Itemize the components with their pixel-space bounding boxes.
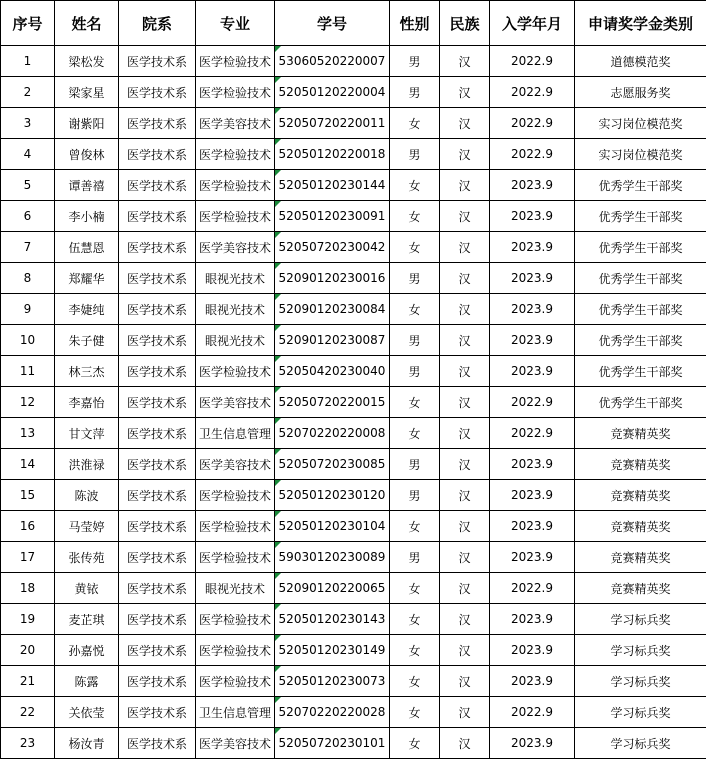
table-row: [1, 635, 706, 666]
seq-cell[interactable]: 6: [1, 201, 55, 232]
enroll-date-cell[interactable]: 2023.9: [490, 604, 575, 635]
name-cell[interactable]: 朱子健: [55, 325, 119, 356]
department-cell[interactable]: 医学技术系: [119, 604, 196, 635]
text-format-indicator-icon: [275, 418, 281, 424]
enroll-date-cell[interactable]: 2022.9: [490, 573, 575, 604]
text-format-indicator-icon: [275, 604, 281, 610]
enroll-date-cell[interactable]: 2023.9: [490, 511, 575, 542]
student-id-text: 52050120220004: [278, 85, 386, 99]
seq-cell[interactable]: 18: [1, 573, 55, 604]
scholarship-type-cell[interactable]: 实习岗位模范奖: [575, 139, 706, 170]
text-format-indicator-icon: [275, 666, 281, 672]
text-format-indicator-icon: [275, 294, 281, 300]
gender-cell[interactable]: 女: [390, 666, 440, 697]
gender-cell[interactable]: 男: [390, 263, 440, 294]
scholarship-type-cell[interactable]: 竞赛精英奖: [575, 542, 706, 573]
gender-cell[interactable]: 男: [390, 449, 440, 480]
student-id-cell[interactable]: [275, 263, 390, 294]
scholarship-type-cell[interactable]: 道德模范奖: [575, 46, 706, 77]
seq-cell[interactable]: 8: [1, 263, 55, 294]
student-id-text: 52050720230101: [278, 736, 386, 750]
header-ethnicity[interactable]: 民族: [440, 1, 490, 46]
header-major[interactable]: 专业: [196, 1, 275, 46]
name-cell[interactable]: 张传苑: [55, 542, 119, 573]
seq-cell[interactable]: 3: [1, 108, 55, 139]
ethnicity-cell[interactable]: 汉: [440, 573, 490, 604]
text-format-indicator-icon: [275, 511, 281, 517]
seq-cell[interactable]: 16: [1, 511, 55, 542]
enroll-date-cell[interactable]: 2023.9: [490, 635, 575, 666]
text-format-indicator-icon: [275, 201, 281, 207]
ethnicity-cell[interactable]: 汉: [440, 542, 490, 573]
name-cell[interactable]: 关依莹: [55, 697, 119, 728]
major-cell[interactable]: 眼视光技术: [196, 294, 275, 325]
header-name[interactable]: 姓名: [55, 1, 119, 46]
ethnicity-cell[interactable]: 汉: [440, 697, 490, 728]
text-format-indicator-icon: [275, 728, 281, 734]
student-id-text: 52050720220011: [278, 116, 386, 130]
student-id-cell[interactable]: [275, 325, 390, 356]
seq-cell[interactable]: 9: [1, 294, 55, 325]
department-cell[interactable]: 医学技术系: [119, 170, 196, 201]
name-cell[interactable]: 梁松发: [55, 46, 119, 77]
header-student-id[interactable]: 学号: [275, 1, 390, 46]
enroll-date-cell[interactable]: 2022.9: [490, 46, 575, 77]
seq-cell[interactable]: 7: [1, 232, 55, 263]
gender-cell[interactable]: 女: [390, 728, 440, 759]
name-cell[interactable]: 甘文萍: [55, 418, 119, 449]
table-row: [1, 294, 706, 325]
gender-cell[interactable]: 女: [390, 232, 440, 263]
table-row: [1, 170, 706, 201]
table-row: [1, 666, 706, 697]
student-id-cell[interactable]: [275, 480, 390, 511]
scholarship-type-cell[interactable]: 学习标兵奖: [575, 697, 706, 728]
enroll-date-cell[interactable]: 2022.9: [490, 139, 575, 170]
name-cell[interactable]: 李小楠: [55, 201, 119, 232]
major-cell[interactable]: 医学检验技术: [196, 604, 275, 635]
department-cell[interactable]: 医学技术系: [119, 263, 196, 294]
table-row: [1, 480, 706, 511]
scholarship-type-cell[interactable]: 竞赛精英奖: [575, 418, 706, 449]
seq-cell[interactable]: 10: [1, 325, 55, 356]
name-cell[interactable]: 林三杰: [55, 356, 119, 387]
student-id-text: 52070220220008: [278, 426, 386, 440]
major-cell[interactable]: 医学检验技术: [196, 666, 275, 697]
gender-cell[interactable]: 女: [390, 170, 440, 201]
major-cell[interactable]: 医学检验技术: [196, 635, 275, 666]
header-department[interactable]: 院系: [119, 1, 196, 46]
gender-cell[interactable]: 女: [390, 108, 440, 139]
student-id-text: 52090120230084: [278, 302, 386, 316]
ethnicity-cell[interactable]: 汉: [440, 449, 490, 480]
seq-cell[interactable]: 22: [1, 697, 55, 728]
text-format-indicator-icon: [275, 356, 281, 362]
seq-cell[interactable]: 12: [1, 387, 55, 418]
scholarship-type-cell[interactable]: 优秀学生干部奖: [575, 263, 706, 294]
header-gender[interactable]: 性别: [390, 1, 440, 46]
table-row: [1, 46, 706, 77]
enroll-date-cell[interactable]: 2023.9: [490, 449, 575, 480]
gender-cell[interactable]: 男: [390, 77, 440, 108]
enroll-date-cell[interactable]: 2022.9: [490, 77, 575, 108]
seq-cell[interactable]: 19: [1, 604, 55, 635]
student-id-cell[interactable]: [275, 542, 390, 573]
department-cell[interactable]: 医学技术系: [119, 511, 196, 542]
seq-cell[interactable]: 20: [1, 635, 55, 666]
department-cell[interactable]: 医学技术系: [119, 356, 196, 387]
department-cell[interactable]: 医学技术系: [119, 108, 196, 139]
table-row: [1, 77, 706, 108]
major-cell[interactable]: 医学美容技术: [196, 232, 275, 263]
table-row: [1, 232, 706, 263]
gender-cell[interactable]: 男: [390, 325, 440, 356]
seq-cell[interactable]: 1: [1, 46, 55, 77]
student-id-text: 52070220220028: [278, 705, 386, 719]
table-row: [1, 697, 706, 728]
text-format-indicator-icon: [275, 449, 281, 455]
scholarship-type-cell[interactable]: 优秀学生干部奖: [575, 170, 706, 201]
ethnicity-cell[interactable]: 汉: [440, 263, 490, 294]
seq-cell[interactable]: 2: [1, 77, 55, 108]
seq-cell[interactable]: 11: [1, 356, 55, 387]
gender-cell[interactable]: 女: [390, 697, 440, 728]
enroll-date-cell[interactable]: 2023.9: [490, 232, 575, 263]
ethnicity-cell[interactable]: 汉: [440, 108, 490, 139]
scholarship-type-cell[interactable]: 学习标兵奖: [575, 635, 706, 666]
major-cell[interactable]: 卫生信息管理: [196, 697, 275, 728]
gender-cell[interactable]: 男: [390, 542, 440, 573]
table-row: [1, 139, 706, 170]
student-id-text: 52050120230104: [278, 519, 386, 533]
student-id-text: 52050720230085: [278, 457, 386, 471]
scholarship-type-cell[interactable]: 竞赛精英奖: [575, 480, 706, 511]
major-cell[interactable]: 卫生信息管理: [196, 418, 275, 449]
seq-cell[interactable]: 5: [1, 170, 55, 201]
table-row: [1, 418, 706, 449]
student-id-cell[interactable]: [275, 232, 390, 263]
major-cell[interactable]: 眼视光技术: [196, 325, 275, 356]
student-id-text: 52050120230149: [278, 643, 386, 657]
gender-cell[interactable]: 女: [390, 573, 440, 604]
student-id-cell[interactable]: [275, 77, 390, 108]
gender-cell[interactable]: 女: [390, 604, 440, 635]
name-cell[interactable]: 曾俊林: [55, 139, 119, 170]
major-cell[interactable]: 医学检验技术: [196, 139, 275, 170]
major-cell[interactable]: 医学检验技术: [196, 170, 275, 201]
major-cell[interactable]: 医学美容技术: [196, 728, 275, 759]
seq-cell[interactable]: 15: [1, 480, 55, 511]
name-cell[interactable]: 洪淮禄: [55, 449, 119, 480]
ethnicity-cell[interactable]: 汉: [440, 139, 490, 170]
student-id-text: 52090120220065: [278, 581, 386, 595]
name-cell[interactable]: 郑耀华: [55, 263, 119, 294]
name-cell[interactable]: 伍慧恩: [55, 232, 119, 263]
seq-cell[interactable]: 21: [1, 666, 55, 697]
enroll-date-cell[interactable]: 2023.9: [490, 666, 575, 697]
name-cell[interactable]: 孙嘉悦: [55, 635, 119, 666]
student-id-text: 52050120230144: [278, 178, 386, 192]
student-id-cell[interactable]: [275, 697, 390, 728]
ethnicity-cell[interactable]: 汉: [440, 325, 490, 356]
student-id-text: 52090120230087: [278, 333, 386, 347]
text-format-indicator-icon: [275, 263, 281, 269]
department-cell[interactable]: 医学技术系: [119, 139, 196, 170]
scholarship-type-cell[interactable]: 学习标兵奖: [575, 604, 706, 635]
header-seq[interactable]: 序号: [1, 1, 55, 46]
department-cell[interactable]: 医学技术系: [119, 232, 196, 263]
seq-cell[interactable]: 23: [1, 728, 55, 759]
enroll-date-cell[interactable]: 2023.9: [490, 170, 575, 201]
seq-cell[interactable]: 14: [1, 449, 55, 480]
department-cell[interactable]: 医学技术系: [119, 325, 196, 356]
table-row: [1, 263, 706, 294]
scholarship-type-cell[interactable]: 优秀学生干部奖: [575, 201, 706, 232]
gender-cell[interactable]: 男: [390, 356, 440, 387]
ethnicity-cell[interactable]: 汉: [440, 356, 490, 387]
enroll-date-cell[interactable]: 2023.9: [490, 325, 575, 356]
scholarship-type-cell[interactable]: 学习标兵奖: [575, 666, 706, 697]
name-cell[interactable]: 谭善禧: [55, 170, 119, 201]
major-cell[interactable]: 医学检验技术: [196, 77, 275, 108]
student-id-cell[interactable]: [275, 728, 390, 759]
enroll-date-cell[interactable]: 2023.9: [490, 480, 575, 511]
enroll-date-cell[interactable]: 2022.9: [490, 697, 575, 728]
ethnicity-cell[interactable]: 汉: [440, 77, 490, 108]
table-row: [1, 573, 706, 604]
department-cell[interactable]: 医学技术系: [119, 635, 196, 666]
table-row: [1, 511, 706, 542]
table-row: [1, 325, 706, 356]
ethnicity-cell[interactable]: 汉: [440, 232, 490, 263]
name-cell[interactable]: 李嘉怡: [55, 387, 119, 418]
text-format-indicator-icon: [275, 108, 281, 114]
gender-cell[interactable]: 女: [390, 635, 440, 666]
enroll-date-cell[interactable]: 2023.9: [490, 356, 575, 387]
ethnicity-cell[interactable]: 汉: [440, 480, 490, 511]
name-cell[interactable]: 麦芷琪: [55, 604, 119, 635]
student-id-cell[interactable]: [275, 573, 390, 604]
scholarship-type-cell[interactable]: 优秀学生干部奖: [575, 356, 706, 387]
text-format-indicator-icon: [275, 480, 281, 486]
text-format-indicator-icon: [275, 46, 281, 52]
department-cell[interactable]: 医学技术系: [119, 387, 196, 418]
gender-cell[interactable]: 女: [390, 387, 440, 418]
text-format-indicator-icon: [275, 232, 281, 238]
student-id-cell[interactable]: [275, 387, 390, 418]
header-scholarship-type[interactable]: 申请奖学金类别: [575, 1, 706, 46]
enroll-date-cell[interactable]: 2023.9: [490, 201, 575, 232]
text-format-indicator-icon: [275, 170, 281, 176]
enroll-date-cell[interactable]: 2023.9: [490, 542, 575, 573]
table-row: [1, 604, 706, 635]
scholarship-type-cell[interactable]: 优秀学生干部奖: [575, 232, 706, 263]
ethnicity-cell[interactable]: 汉: [440, 604, 490, 635]
ethnicity-cell[interactable]: 汉: [440, 201, 490, 232]
name-cell[interactable]: 梁家星: [55, 77, 119, 108]
department-cell[interactable]: 医学技术系: [119, 294, 196, 325]
gender-cell[interactable]: 男: [390, 139, 440, 170]
table-row: [1, 201, 706, 232]
ethnicity-cell[interactable]: 汉: [440, 666, 490, 697]
text-format-indicator-icon: [275, 697, 281, 703]
table-row: [1, 387, 706, 418]
ethnicity-cell[interactable]: 汉: [440, 170, 490, 201]
enroll-date-cell[interactable]: 2023.9: [490, 294, 575, 325]
student-id-text: 53060520220007: [278, 54, 386, 68]
student-id-cell[interactable]: [275, 356, 390, 387]
student-id-cell[interactable]: [275, 170, 390, 201]
student-id-cell[interactable]: [275, 511, 390, 542]
student-id-text: 59030120230089: [278, 550, 386, 564]
major-cell[interactable]: 眼视光技术: [196, 573, 275, 604]
text-format-indicator-icon: [275, 325, 281, 331]
text-format-indicator-icon: [275, 77, 281, 83]
student-id-text: 52090120230016: [278, 271, 386, 285]
department-cell[interactable]: 医学技术系: [119, 666, 196, 697]
table-row: [1, 108, 706, 139]
major-cell[interactable]: 医学检验技术: [196, 542, 275, 573]
table-row: [1, 542, 706, 573]
department-cell[interactable]: 医学技术系: [119, 201, 196, 232]
student-id-cell[interactable]: [275, 666, 390, 697]
student-id-text: 52050120230091: [278, 209, 386, 223]
scholarship-type-cell[interactable]: 竞赛精英奖: [575, 511, 706, 542]
ethnicity-cell[interactable]: 汉: [440, 294, 490, 325]
student-id-cell[interactable]: [275, 604, 390, 635]
scholarship-type-cell[interactable]: 竞赛精英奖: [575, 449, 706, 480]
header-row: [1, 1, 706, 46]
department-cell[interactable]: 医学技术系: [119, 46, 196, 77]
scholarship-type-cell[interactable]: 学习标兵奖: [575, 728, 706, 759]
text-format-indicator-icon: [275, 635, 281, 641]
enroll-date-cell[interactable]: 2022.9: [490, 387, 575, 418]
scholarship-type-cell[interactable]: 优秀学生干部奖: [575, 325, 706, 356]
student-id-text: 52050720230042: [278, 240, 386, 254]
table-body: [1, 46, 706, 759]
student-id-cell[interactable]: [275, 294, 390, 325]
student-id-text: 52050720220015: [278, 395, 386, 409]
major-cell[interactable]: 医学检验技术: [196, 480, 275, 511]
table-row: [1, 449, 706, 480]
name-cell[interactable]: 马莹婷: [55, 511, 119, 542]
major-cell[interactable]: 医学检验技术: [196, 511, 275, 542]
enroll-date-cell[interactable]: 2022.9: [490, 108, 575, 139]
gender-cell[interactable]: 女: [390, 294, 440, 325]
text-format-indicator-icon: [275, 573, 281, 579]
text-format-indicator-icon: [275, 139, 281, 145]
student-id-text: 52050120230143: [278, 612, 386, 626]
gender-cell[interactable]: 男: [390, 46, 440, 77]
seq-cell[interactable]: 17: [1, 542, 55, 573]
name-cell[interactable]: 陈露: [55, 666, 119, 697]
department-cell[interactable]: 医学技术系: [119, 728, 196, 759]
name-cell[interactable]: 杨汝青: [55, 728, 119, 759]
gender-cell[interactable]: 女: [390, 201, 440, 232]
student-id-cell[interactable]: [275, 635, 390, 666]
name-cell[interactable]: 谢紫阳: [55, 108, 119, 139]
student-id-cell[interactable]: [275, 449, 390, 480]
scholarship-type-cell[interactable]: 竞赛精英奖: [575, 573, 706, 604]
scholarship-type-cell[interactable]: 实习岗位模范奖: [575, 108, 706, 139]
major-cell[interactable]: 眼视光技术: [196, 263, 275, 294]
student-id-cell[interactable]: [275, 108, 390, 139]
department-cell[interactable]: 医学技术系: [119, 697, 196, 728]
enroll-date-cell[interactable]: 2023.9: [490, 263, 575, 294]
major-cell[interactable]: 医学检验技术: [196, 356, 275, 387]
ethnicity-cell[interactable]: 汉: [440, 511, 490, 542]
seq-cell[interactable]: 13: [1, 418, 55, 449]
department-cell[interactable]: 医学技术系: [119, 573, 196, 604]
student-id-cell[interactable]: [275, 139, 390, 170]
student-id-cell[interactable]: [275, 418, 390, 449]
ethnicity-cell[interactable]: 汉: [440, 728, 490, 759]
department-cell[interactable]: 医学技术系: [119, 480, 196, 511]
gender-cell[interactable]: 女: [390, 418, 440, 449]
table-row: [1, 728, 706, 759]
major-cell[interactable]: 医学美容技术: [196, 387, 275, 418]
student-id-text: 52050120230073: [278, 674, 386, 688]
department-cell[interactable]: 医学技术系: [119, 77, 196, 108]
student-id-cell[interactable]: [275, 201, 390, 232]
department-cell[interactable]: 医学技术系: [119, 449, 196, 480]
table-row: [1, 356, 706, 387]
enroll-date-cell[interactable]: 2022.9: [490, 418, 575, 449]
text-format-indicator-icon: [275, 387, 281, 393]
name-cell[interactable]: 李婕纯: [55, 294, 119, 325]
ethnicity-cell[interactable]: 汉: [440, 387, 490, 418]
gender-cell[interactable]: 女: [390, 511, 440, 542]
gender-cell[interactable]: 男: [390, 480, 440, 511]
student-id-text: 52050420230040: [278, 364, 386, 378]
student-id-cell[interactable]: [275, 46, 390, 77]
scholarship-type-cell[interactable]: 优秀学生干部奖: [575, 387, 706, 418]
enroll-date-cell[interactable]: 2023.9: [490, 728, 575, 759]
department-cell[interactable]: 医学技术系: [119, 418, 196, 449]
department-cell[interactable]: 医学技术系: [119, 542, 196, 573]
text-format-indicator-icon: [275, 542, 281, 548]
header-enroll-date[interactable]: 入学年月: [490, 1, 575, 46]
scholarship-type-cell[interactable]: 志愿服务奖: [575, 77, 706, 108]
ethnicity-cell[interactable]: 汉: [440, 46, 490, 77]
ethnicity-cell[interactable]: 汉: [440, 418, 490, 449]
name-cell[interactable]: 陈波: [55, 480, 119, 511]
scholarship-type-cell[interactable]: 优秀学生干部奖: [575, 294, 706, 325]
student-id-text: 52050120220018: [278, 147, 386, 161]
major-cell[interactable]: 医学美容技术: [196, 108, 275, 139]
name-cell[interactable]: 黄铱: [55, 573, 119, 604]
ethnicity-cell[interactable]: 汉: [440, 635, 490, 666]
student-id-text: 52050120230120: [278, 488, 386, 502]
major-cell[interactable]: 医学检验技术: [196, 201, 275, 232]
major-cell[interactable]: 医学检验技术: [196, 46, 275, 77]
major-cell[interactable]: 医学美容技术: [196, 449, 275, 480]
seq-cell[interactable]: 4: [1, 139, 55, 170]
